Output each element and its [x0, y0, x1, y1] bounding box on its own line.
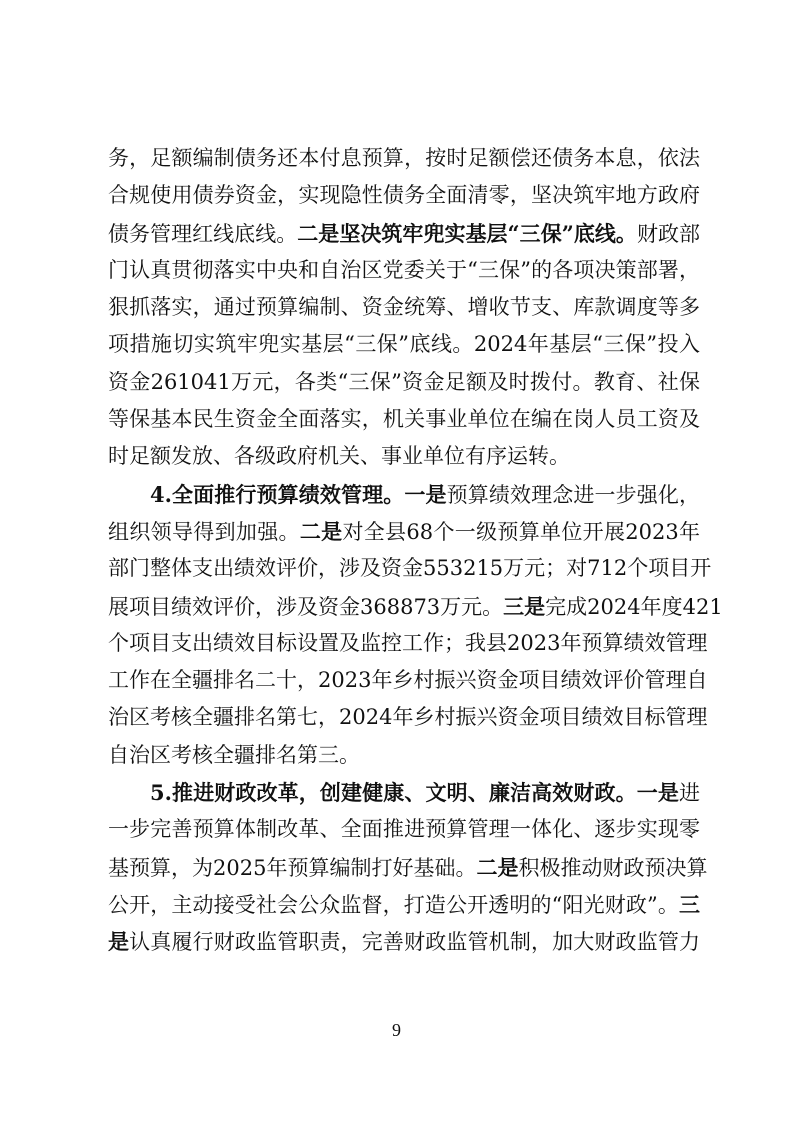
bold-heading: 二是: [299, 518, 343, 544]
text-line: 合规使用债券资金，实现隐性债务全面清零，坚决筑牢地方政府: [108, 183, 700, 208]
bold-heading: 一是: [636, 780, 680, 806]
text-line: 狠抓落实，通过预算编制、资金统筹、增收节支、库款调度等多: [108, 295, 700, 320]
bold-heading: 二是: [476, 854, 519, 880]
text-line: 部门整体支出绩效评价，涉及资金553215万元；对712个项目开: [108, 556, 712, 581]
bold-heading: 一是: [404, 481, 447, 507]
text-line: 债务管理红线底线。二是坚决筑牢兜实基层“三保”底线。财政部: [108, 220, 700, 246]
text-line: 公开，主动接受社会公众监督，打造公开透明的“阳光财政”。三: [108, 891, 700, 917]
bold-heading: 三是: [503, 593, 546, 619]
text-line: 基预算，为2025年预算编制打好基础。二是积极推动财政预决算: [108, 854, 708, 880]
text-line: 是认真履行财政监管职责，完善财政监管机制，加大财政监管力: [108, 929, 701, 955]
text-line: 务，足额编制债务还本付息预算，按时足额偿还债务本息，依法: [108, 146, 700, 170]
body-text: [108, 140, 723, 961]
text-line: 门认真贯彻落实中央和自治区党委关于“三保”的各项决策部署，: [108, 257, 700, 282]
section-heading: 5.推进财政改革，创建健康、文明、廉洁高效财政。: [150, 780, 637, 806]
text-line: 一步完善预算体制改革、全面推进预算管理一体化、逐步实现零: [108, 817, 700, 842]
text-line: 等保基本民生资金全面落实，机关事业单位在编在岗人员工资及: [108, 407, 700, 432]
text-line: 资金261041万元，各类“三保”资金足额及时拨付。教育、社保: [108, 369, 700, 394]
bold-heading: 三: [679, 891, 700, 917]
text-line: 工作在全疆排名二十，2023年乡村振兴资金项目绩效评价管理自: [108, 668, 708, 693]
text-line: 个项目支出绩效目标设置及监控工作；我县2023年预算绩效管理: [108, 630, 708, 655]
bold-heading: 二是坚决筑牢兜实基层“三保”底线。: [297, 220, 637, 246]
paragraph: [108, 774, 708, 960]
page-number: 9: [392, 1020, 401, 1040]
paragraph: [108, 476, 723, 774]
text-line: 项措施切实筑牢兜实基层“三保”底线。2024年基层“三保”投入: [108, 332, 700, 357]
bold-heading: 是: [108, 929, 130, 955]
text-line: 治区考核全疆排名第七，2024年乡村振兴资金项目绩效目标管理: [108, 705, 708, 730]
text-line: 自治区考核全疆排名第三。: [108, 742, 360, 767]
section-heading: 4.全面推行预算绩效管理。: [150, 481, 405, 507]
text-line: 时足额发放、各级政府机关、事业单位有序运转。: [108, 444, 570, 469]
text-line: 组织领导得到加强。二是对全县68个一级预算单位开展2023年: [108, 518, 701, 544]
text-line: 4.全面推行预算绩效管理。一是预算绩效理念进一步强化，: [150, 481, 701, 507]
text-line: 展项目绩效评价，涉及资金368873万元。三是完成2024年度421: [108, 593, 723, 619]
paragraph: [108, 140, 700, 476]
text-line: 5.推进财政改革，创建健康、文明、廉洁高效财政。一是进: [150, 780, 701, 806]
